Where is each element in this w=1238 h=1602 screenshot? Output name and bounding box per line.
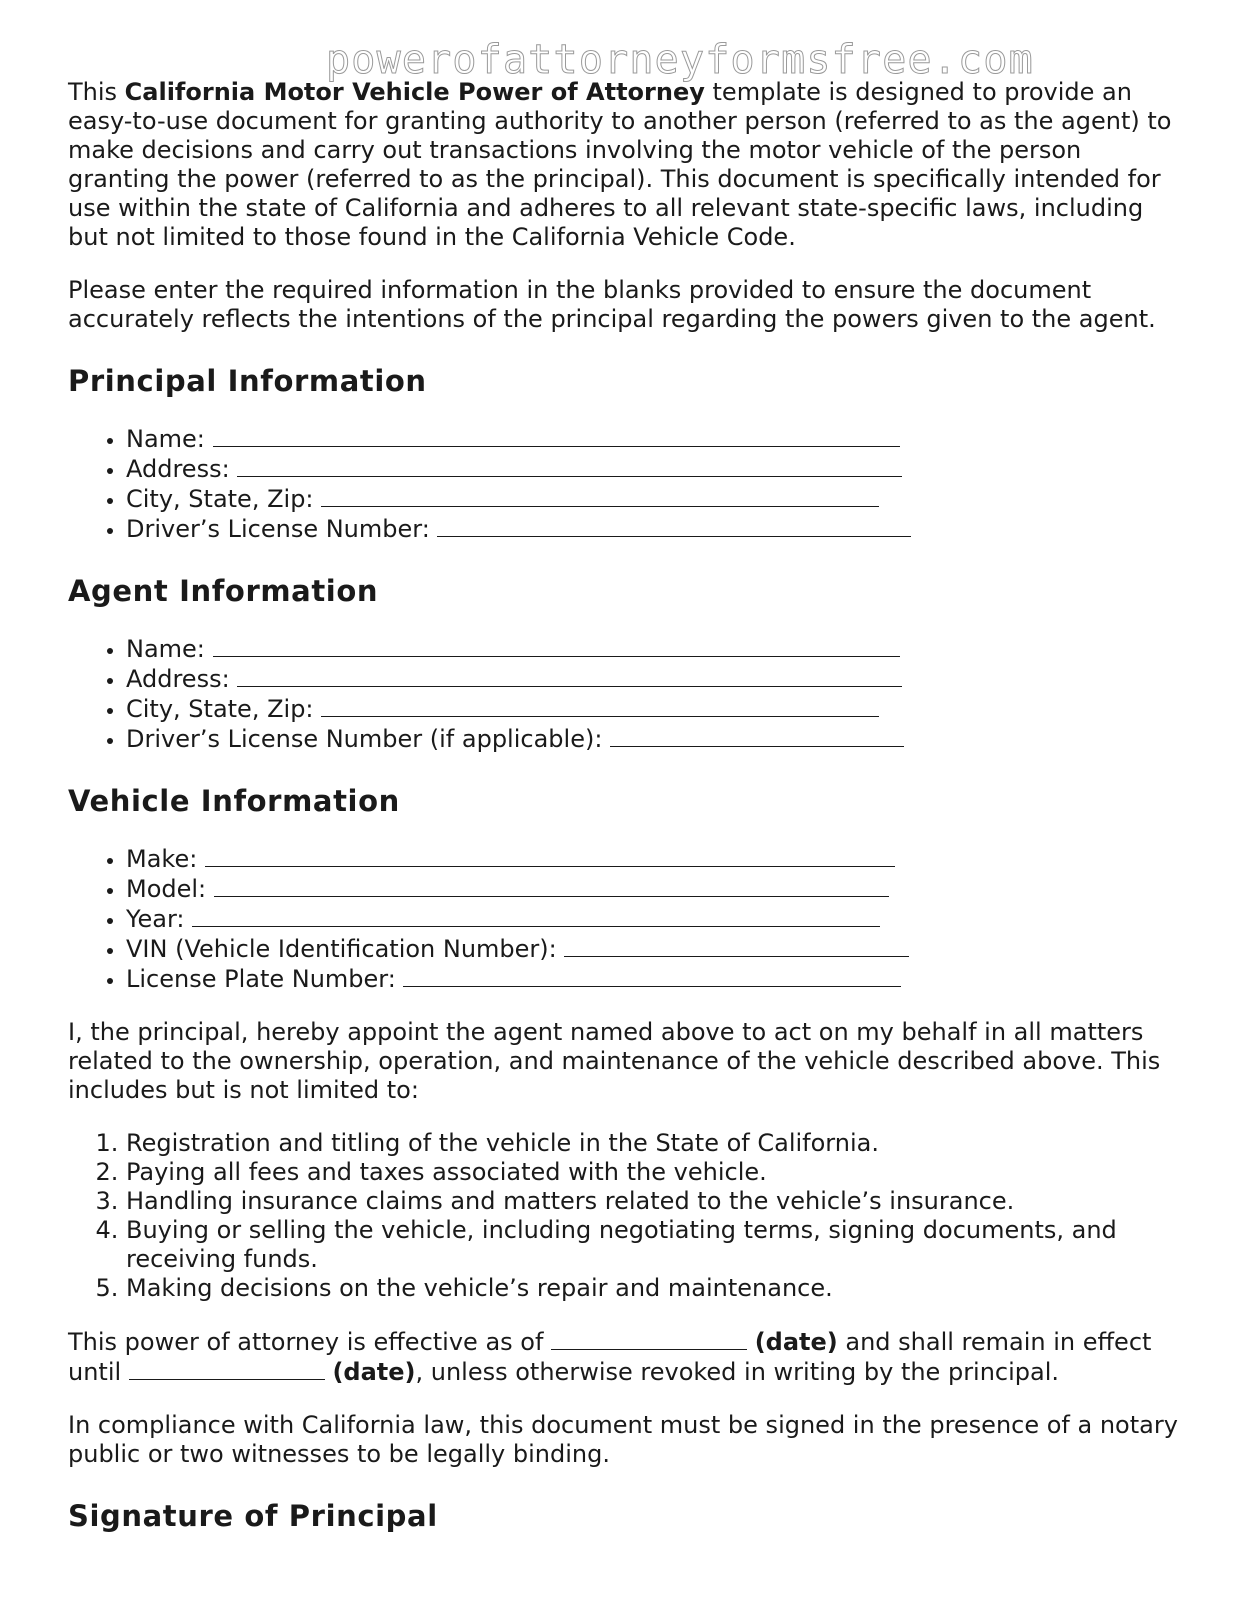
- field-label: City, State, Zip:: [126, 695, 314, 723]
- field-item: [126, 634, 1183, 664]
- agent-license-blank[interactable]: [610, 724, 904, 747]
- field-item: [126, 844, 1183, 874]
- field-item: [126, 904, 1183, 934]
- intro-paragraph: [68, 78, 1183, 252]
- agent-name-blank[interactable]: [213, 634, 900, 657]
- principal-address-blank[interactable]: [237, 454, 902, 477]
- instructions-paragraph: Please enter the required information in the blanks provided to ensure the document accurately reflects the intentions of the principal regarding the powers given to the agent.: [68, 276, 1156, 333]
- vehicle-vin-blank[interactable]: [564, 934, 909, 957]
- date-label: (date): [754, 1328, 838, 1356]
- agent-fields: [68, 634, 1183, 754]
- vehicle-year-blank[interactable]: [192, 904, 880, 927]
- principal-license-blank[interactable]: [437, 514, 911, 537]
- intro-title-bold: California Motor Vehicle Power of Attorney: [124, 78, 705, 106]
- effective-text-2: and shall remain in effect until: [68, 1328, 1152, 1386]
- field-item: [126, 694, 1183, 724]
- field-item: [126, 664, 1183, 694]
- signature-heading: Signature of Principal: [68, 1499, 438, 1533]
- compliance-paragraph: In compliance with California law, this document must be signed in the presence of a notary public or two witnesses to be legally binding.: [68, 1411, 1178, 1468]
- power-item: 1. Registration and titling of the vehicle in the State of California.: [126, 1129, 1183, 1158]
- principal-heading: Principal Information: [68, 364, 427, 398]
- power-item: 5. Making decisions on the vehicle’s repair and maintenance.: [126, 1274, 1183, 1303]
- agent-city-state-zip-blank[interactable]: [321, 694, 879, 717]
- field-item: [126, 424, 1183, 454]
- effective-text-3: , unless otherwise revoked in writing by the principal.: [415, 1358, 1060, 1386]
- agent-address-blank[interactable]: [237, 664, 902, 687]
- vehicle-plate-blank[interactable]: [403, 964, 901, 987]
- field-label: Driver’s License Number (if applicable):: [126, 725, 603, 753]
- principal-fields: [68, 424, 1183, 544]
- field-label: Make:: [126, 845, 198, 873]
- field-item: [126, 454, 1183, 484]
- vehicle-heading: Vehicle Information: [68, 784, 400, 818]
- field-label: Name:: [126, 635, 205, 663]
- field-label: Driver’s License Number:: [126, 515, 430, 543]
- field-label: VIN (Vehicle Identification Number):: [126, 935, 557, 963]
- effective-text-1: This power of attorney is effective as of: [68, 1328, 552, 1356]
- vehicle-fields: [68, 844, 1183, 994]
- principal-name-blank[interactable]: [213, 424, 900, 447]
- field-item: [126, 874, 1183, 904]
- effective-paragraph: [68, 1327, 1183, 1387]
- vehicle-make-blank[interactable]: [205, 844, 895, 867]
- powers-list: [68, 1129, 1183, 1303]
- field-label: Model:: [126, 875, 207, 903]
- power-item: 2. Paying all fees and taxes associated with the vehicle.: [126, 1158, 1183, 1187]
- field-label: Address:: [126, 455, 230, 483]
- start-date-blank[interactable]: [551, 1327, 747, 1350]
- date-label: (date): [332, 1358, 416, 1386]
- power-item: 4. Buying or selling the vehicle, including negotiating terms, signing documents, and receiving funds.: [126, 1216, 1183, 1274]
- field-label: Name:: [126, 425, 205, 453]
- vehicle-model-blank[interactable]: [214, 874, 889, 897]
- field-item: [126, 514, 1183, 544]
- end-date-blank[interactable]: [129, 1357, 325, 1380]
- field-label: Address:: [126, 665, 230, 693]
- field-label: License Plate Number:: [126, 965, 396, 993]
- principal-city-state-zip-blank[interactable]: [321, 484, 879, 507]
- appointment-paragraph: I, the principal, hereby appoint the agent named above to act on my behalf in all matters related to the ownership, operation, and maintenance of the vehicle described above. This includes but is not limited to:: [68, 1018, 1161, 1104]
- field-label: Year:: [126, 905, 185, 933]
- field-item: [126, 724, 1183, 754]
- field-item: [126, 484, 1183, 514]
- power-item: 3. Handling insurance claims and matters related to the vehicle’s insurance.: [126, 1187, 1183, 1216]
- field-item: [126, 934, 1183, 964]
- field-item: [126, 964, 1183, 994]
- document-body: [68, 78, 1183, 1559]
- field-label: City, State, Zip:: [126, 485, 314, 513]
- intro-rest: template is designed to provide an easy-to-use document for granting authority to another person (referred to as the agent) to make decisions and carry out transactions involving the motor vehicle of the person granting the power (referred to as the principal). This document is specifically intended for use within the state of California and adheres to all relevant state-specific laws, including but not limited to those found in the California Vehicle Code.: [68, 78, 1172, 251]
- intro-lead: This: [68, 78, 125, 106]
- agent-heading: Agent Information: [68, 574, 379, 608]
- watermark: powerofattorneyformsfree.com: [326, 37, 1034, 83]
